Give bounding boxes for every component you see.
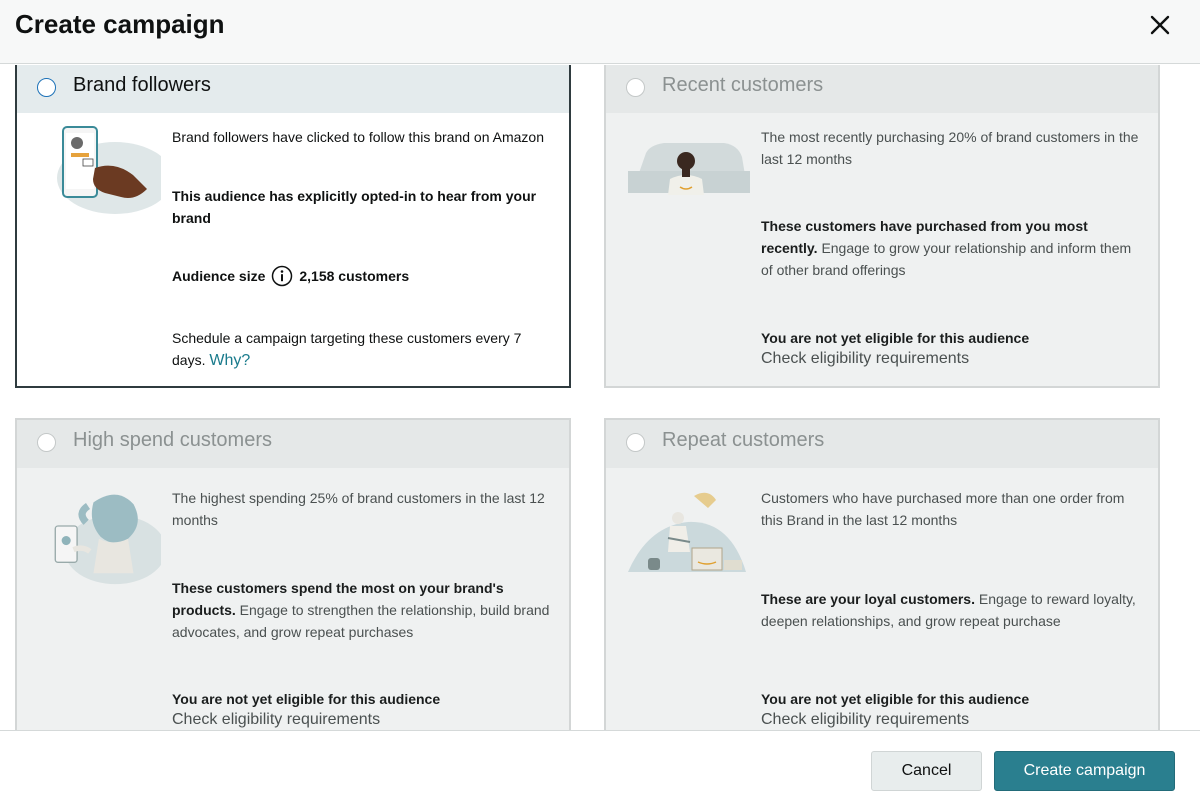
why-link[interactable]: Why? bbox=[209, 352, 251, 369]
highlight-bold: These customers have purchased from you most recently. bbox=[761, 218, 1088, 256]
card-title: Recent customers bbox=[662, 74, 824, 96]
audience-card-repeat-customers[interactable] bbox=[604, 418, 1160, 730]
card-highlight bbox=[761, 215, 1146, 281]
repeat-customers-radio[interactable] bbox=[626, 433, 645, 452]
man-in-car-illustration bbox=[624, 123, 750, 223]
cancel-button[interactable]: Cancel bbox=[871, 751, 982, 791]
highlight-bold: These customers spend the most on your brand's products. bbox=[172, 580, 504, 618]
eligibility-text: You are not yet eligible for this audience bbox=[172, 691, 441, 707]
audience-card-grid bbox=[0, 65, 1200, 730]
create-campaign-button[interactable]: Create campaign bbox=[994, 751, 1175, 791]
woman-phone-illustration bbox=[35, 486, 161, 586]
audience-size-label: Audience size bbox=[172, 268, 266, 284]
check-eligibility-link[interactable]: Check eligibility requirements bbox=[761, 711, 970, 728]
card-highlight: This audience has explicitly opted-in to hear from your brand bbox=[172, 188, 537, 226]
repeat-shopper-illustration bbox=[624, 486, 750, 586]
eligibility-text: You are not yet eligible for this audience bbox=[761, 330, 1030, 346]
close-icon[interactable] bbox=[1145, 10, 1175, 40]
card-title: Repeat customers bbox=[662, 429, 825, 451]
recent-customers-radio[interactable] bbox=[626, 78, 645, 97]
highlight-bold: These are your loyal customers. bbox=[761, 591, 975, 607]
brand-followers-radio[interactable] bbox=[37, 78, 56, 97]
card-title: High spend customers bbox=[73, 429, 272, 451]
card-description: Customers who have purchased more than one order from this Brand in the last 12 months bbox=[761, 490, 1125, 528]
card-title: Brand followers bbox=[73, 74, 211, 96]
highlight-rest: Engage to reward loyalty, deepen relationships, and grow repeat purchase bbox=[761, 591, 1136, 629]
card-header bbox=[17, 420, 569, 468]
eligibility-text: You are not yet eligible for this audience bbox=[761, 691, 1030, 707]
info-icon[interactable] bbox=[271, 265, 293, 287]
audience-size-row bbox=[172, 265, 557, 287]
highlight-rest: Engage to strengthen the relationship, build brand advocates, and grow repeat purchases bbox=[172, 602, 550, 640]
audience-size-value: 2,158 customers bbox=[299, 268, 410, 284]
card-description: Brand followers have clicked to follow this brand on Amazon bbox=[172, 129, 544, 145]
card-highlight bbox=[172, 577, 557, 643]
card-header bbox=[17, 65, 569, 113]
check-eligibility-link[interactable]: Check eligibility requirements bbox=[761, 350, 970, 367]
audience-card-high-spend[interactable] bbox=[15, 418, 571, 730]
high-spend-radio[interactable] bbox=[37, 433, 56, 452]
card-header bbox=[606, 65, 1158, 113]
modal-footer bbox=[0, 730, 1200, 797]
schedule-text-body: Schedule a campaign targeting these customers every 7 days. bbox=[172, 330, 522, 368]
card-description: The highest spending 25% of brand customers in the last 12 months bbox=[172, 490, 545, 528]
card-highlight bbox=[761, 588, 1146, 632]
audience-card-brand-followers[interactable] bbox=[15, 65, 571, 388]
schedule-text bbox=[172, 327, 557, 372]
check-eligibility-link[interactable]: Check eligibility requirements bbox=[172, 711, 381, 728]
audience-card-recent-customers[interactable] bbox=[604, 65, 1160, 388]
highlight-rest: Engage to grow your relationship and inform them of other brand offerings bbox=[761, 240, 1132, 278]
card-header bbox=[606, 420, 1158, 468]
modal-header bbox=[0, 0, 1200, 64]
page-title: Create campaign bbox=[15, 9, 225, 39]
phone-hand-illustration bbox=[35, 123, 161, 223]
card-description: The most recently purchasing 20% of brand customers in the last 12 months bbox=[761, 129, 1139, 167]
